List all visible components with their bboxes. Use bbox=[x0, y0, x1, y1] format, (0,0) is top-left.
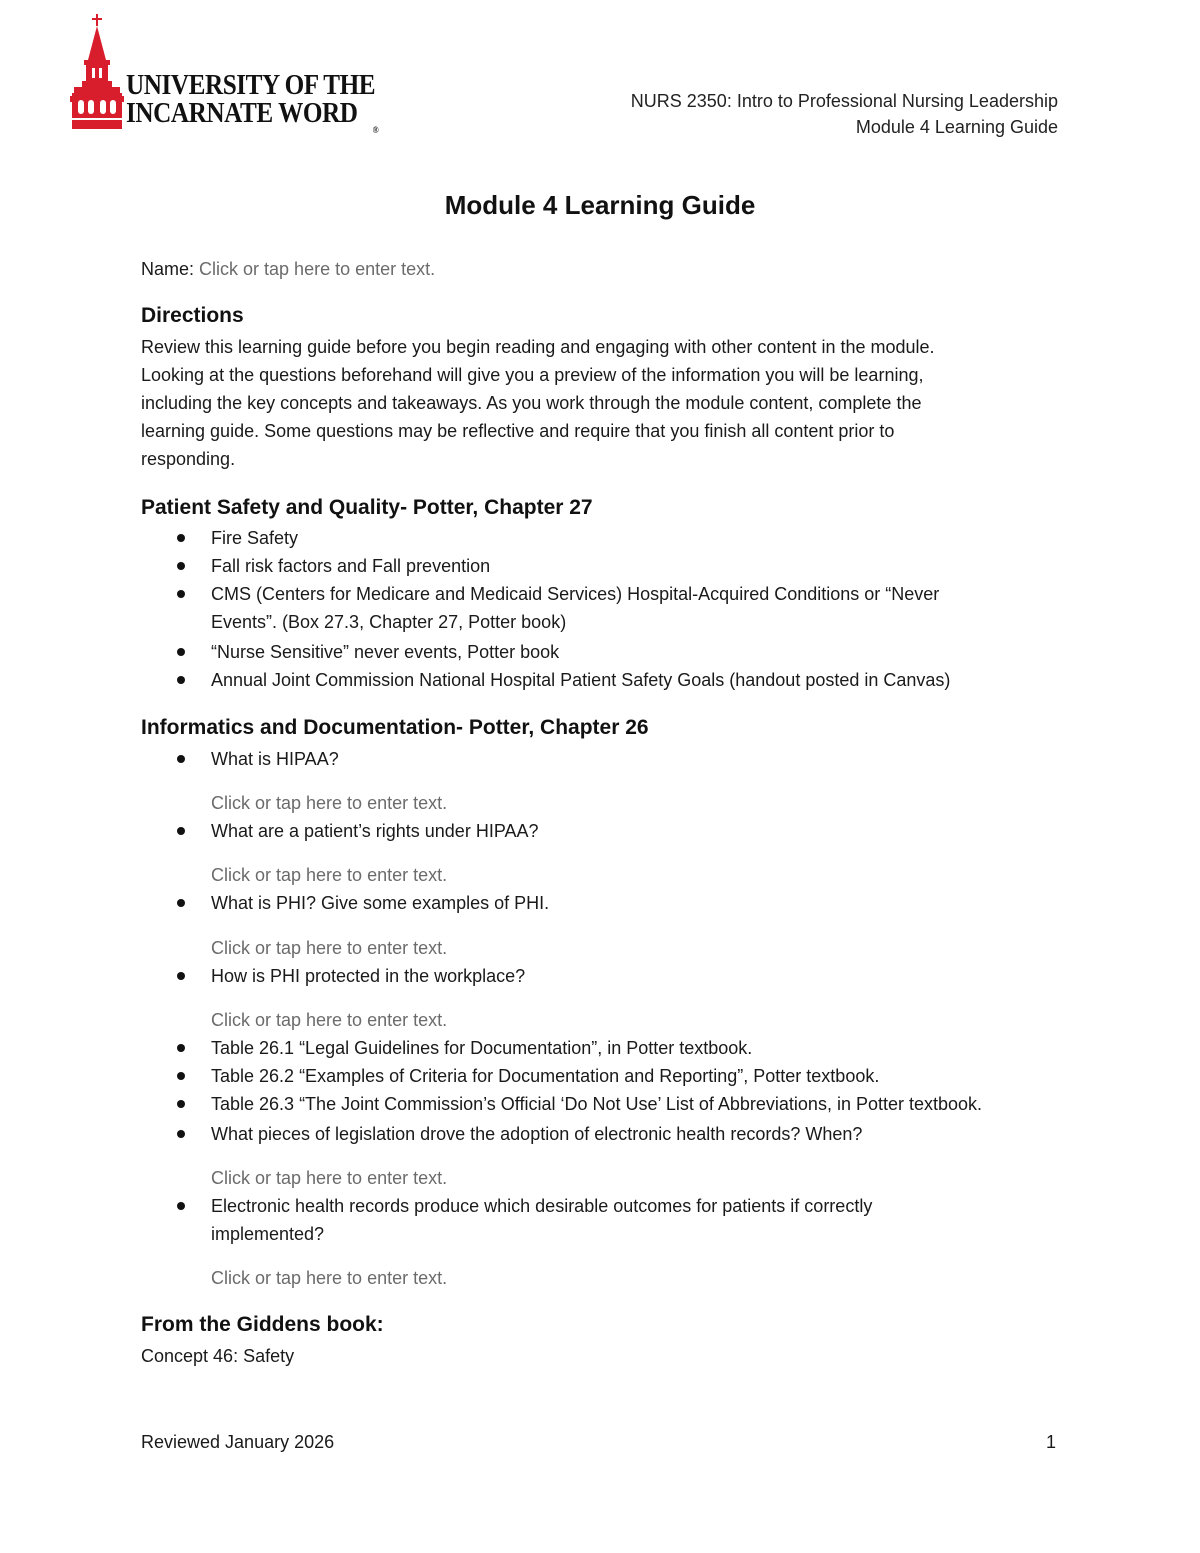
bullet-icon bbox=[177, 827, 185, 835]
list-item-text: “Nurse Sensitive” never events, Potter book bbox=[211, 642, 560, 662]
list-item-text: Fall risk factors and Fall prevention bbox=[211, 556, 491, 576]
answer-field[interactable]: Click or tap here to enter text. bbox=[211, 793, 448, 813]
section-heading-giddens: From the Giddens book: bbox=[141, 1313, 384, 1336]
question-phi-protection: How is PHI protected in the workplace? bbox=[211, 966, 526, 986]
bullet-icon bbox=[177, 648, 185, 656]
list-item-text: Fire Safety bbox=[211, 528, 299, 548]
page-title: Module 4 Learning Guide bbox=[444, 190, 756, 220]
directions-paragraph bbox=[141, 333, 1041, 473]
registered-mark: ® bbox=[372, 125, 379, 135]
list-item-text: Table 26.2 “Examples of Criteria for Documentation and Reporting”, Potter textbook. bbox=[211, 1066, 880, 1086]
list-item-text: Table 26.1 “Legal Guidelines for Documentation”, in Potter textbook. bbox=[211, 1038, 753, 1058]
name-row bbox=[141, 255, 435, 283]
bullet-icon bbox=[177, 1044, 185, 1052]
bullet-icon bbox=[177, 1202, 185, 1210]
list-item-text: Annual Joint Commission National Hospital Patient Safety Goals (handout posted in Canvas) bbox=[211, 670, 951, 690]
section-heading-informatics: Informatics and Documentation- Potter, Chapter 26 bbox=[141, 716, 649, 739]
answer-field[interactable]: Click or tap here to enter text. bbox=[211, 1168, 448, 1188]
name-input[interactable]: Click or tap here to enter text. bbox=[199, 259, 436, 279]
answer-field[interactable]: Click or tap here to enter text. bbox=[211, 865, 448, 885]
footer-reviewed: Reviewed January 2026 bbox=[141, 1432, 335, 1452]
list-item-text: Events”. (Box 27.3, Chapter 27, Potter book) bbox=[211, 612, 567, 632]
giddens-concept: Concept 46: Safety bbox=[141, 1346, 295, 1366]
question-phi: What is PHI? Give some examples of PHI. bbox=[211, 893, 550, 913]
bullet-icon bbox=[177, 562, 185, 570]
course-title: NURS 2350: Intro to Professional Nursing Leadership bbox=[630, 91, 1058, 111]
directions-line: Looking at the questions beforehand will give you a preview of the information you will be learning, bbox=[141, 365, 924, 385]
bullet-icon bbox=[177, 676, 185, 684]
name-label: Name: bbox=[141, 259, 195, 279]
bullet-icon bbox=[177, 972, 185, 980]
answer-field[interactable]: Click or tap here to enter text. bbox=[211, 1268, 448, 1288]
directions-line: Review this learning guide before you begin reading and engaging with other content in the module. bbox=[141, 337, 935, 357]
bullet-icon bbox=[177, 1072, 185, 1080]
bullet-icon bbox=[177, 755, 185, 763]
section-heading-patient-safety: Patient Safety and Quality- Potter, Chapter 27 bbox=[141, 496, 593, 519]
question-hipaa: What is HIPAA? bbox=[211, 749, 339, 769]
bullet-icon bbox=[177, 899, 185, 907]
bullet-icon bbox=[177, 590, 185, 598]
logo-line-2: INCARNATE WORD bbox=[126, 98, 358, 129]
logo-wordmark bbox=[126, 70, 379, 135]
bullet-icon bbox=[177, 1100, 185, 1108]
directions-heading: Directions bbox=[141, 304, 244, 327]
question-ehr-outcomes-cont: implemented? bbox=[211, 1224, 325, 1244]
directions-line: including the key concepts and takeaways. As you work through the module content, complete the bbox=[141, 393, 922, 413]
list-item-text: CMS (Centers for Medicare and Medicaid Services) Hospital-Acquired Conditions or “Never bbox=[211, 584, 940, 604]
answer-field[interactable]: Click or tap here to enter text. bbox=[211, 938, 448, 958]
directions-line: responding. bbox=[141, 449, 236, 469]
header-subtitle: Module 4 Learning Guide bbox=[855, 117, 1058, 137]
directions-line: learning guide. Some questions may be reflective and require that you finish all content prior to bbox=[141, 421, 895, 441]
list-item-text: Table 26.3 “The Joint Commission’s Official ‘Do Not Use’ List of Abbreviations, in Potter textbook. bbox=[211, 1094, 983, 1114]
page-number: 1 bbox=[1046, 1432, 1057, 1452]
answer-field[interactable]: Click or tap here to enter text. bbox=[211, 1010, 448, 1030]
question-patient-rights: What are a patient’s rights under HIPAA? bbox=[211, 821, 539, 841]
page-header bbox=[631, 88, 1058, 140]
bell-tower-icon bbox=[68, 12, 128, 137]
question-legislation: What pieces of legislation drove the adoption of electronic health records? When? bbox=[211, 1124, 863, 1144]
bullet-icon bbox=[177, 534, 185, 542]
logo-line-1: UNIVERSITY OF THE bbox=[126, 70, 376, 101]
bullet-icon bbox=[177, 1130, 185, 1138]
question-ehr-outcomes: Electronic health records produce which desirable outcomes for patients if correctly bbox=[211, 1196, 873, 1216]
